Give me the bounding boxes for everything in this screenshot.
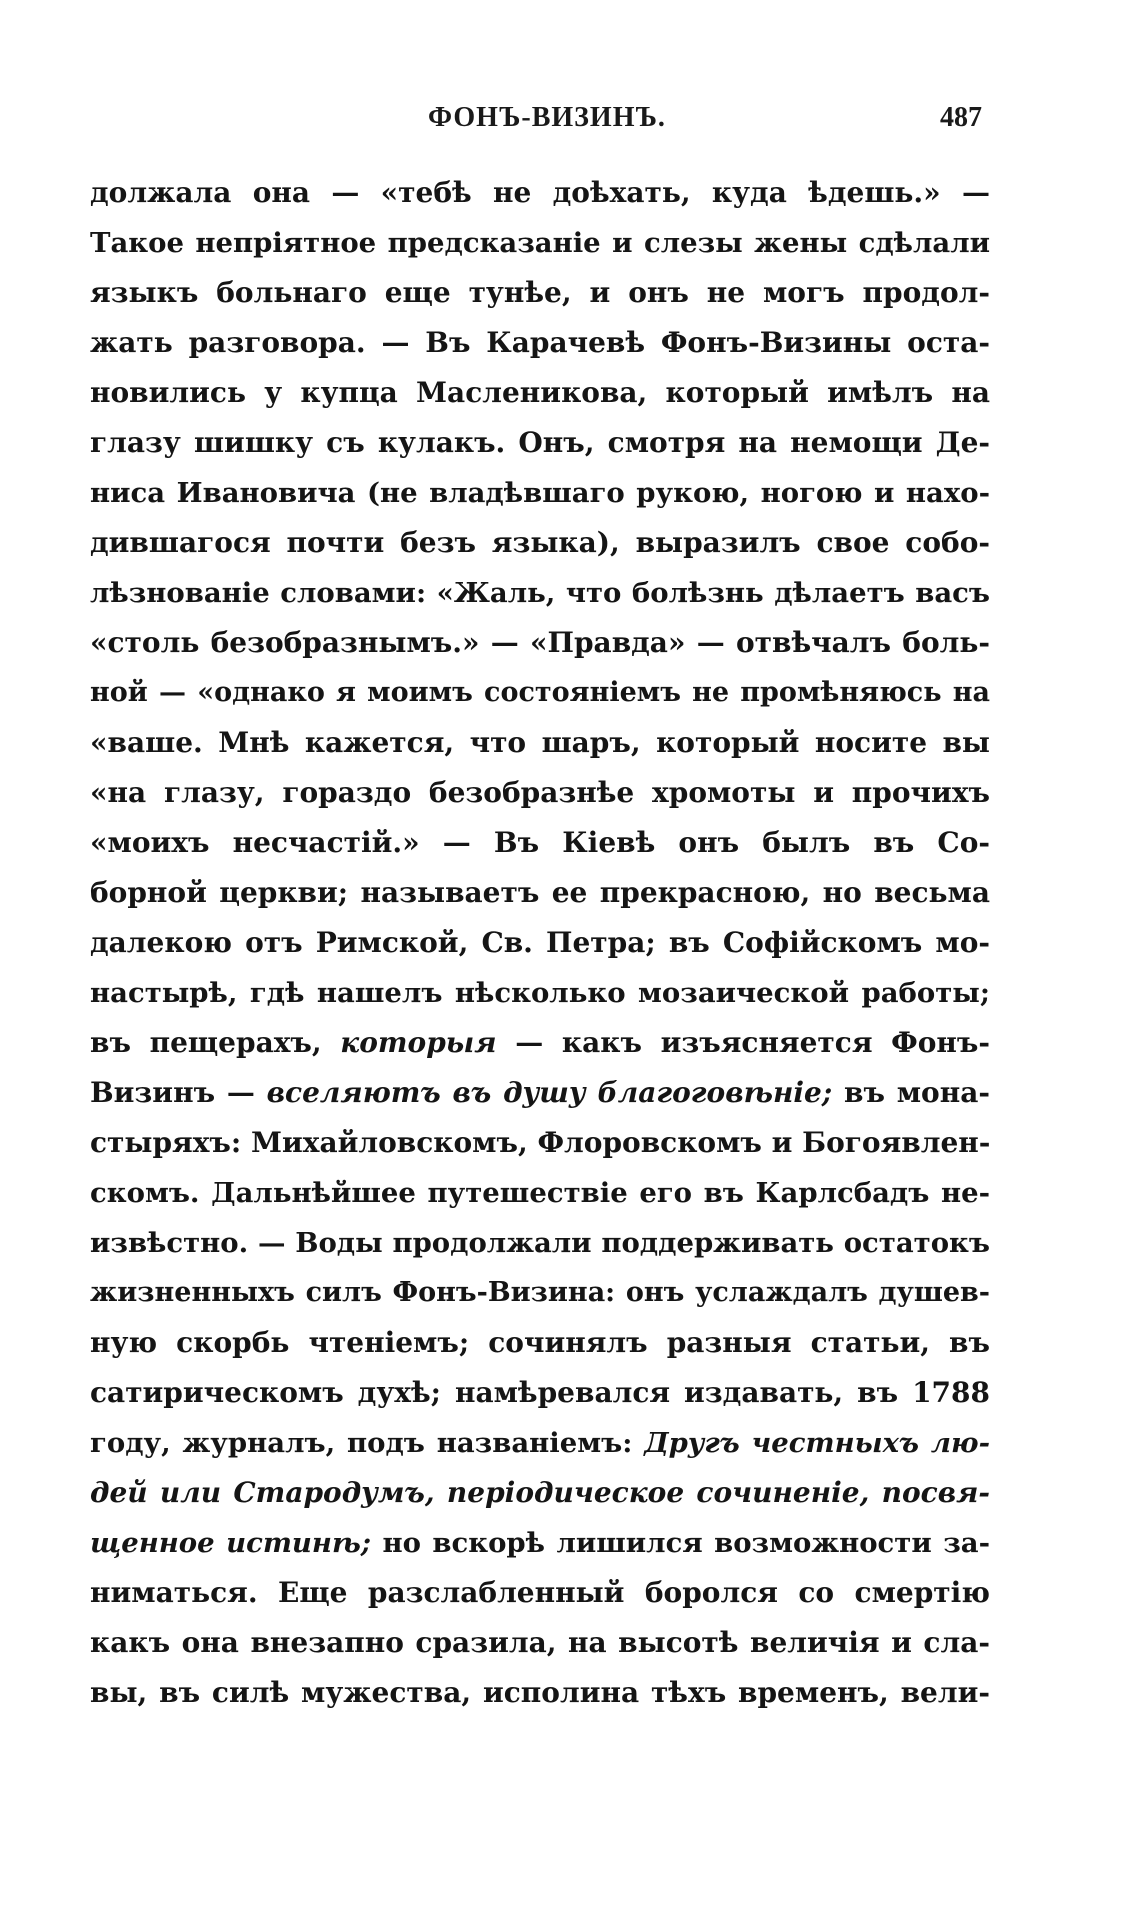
text-line — [90, 468, 990, 518]
text-line — [90, 818, 990, 868]
text-line — [90, 1318, 990, 1368]
text-line — [90, 618, 990, 668]
text-line — [90, 1118, 990, 1168]
text-segment: — какъ изъясняется Фонъ- — [496, 1026, 990, 1059]
text-segment: вы, въ силѣ мужества, исполина тѣхъ временъ, вели- — [90, 1676, 990, 1709]
text-line — [90, 368, 990, 418]
text-line — [90, 1368, 990, 1418]
text-segment: сатирическомъ духѣ; намѣревался издавать, въ 1788 — [90, 1376, 990, 1409]
text-segment: борной церкви; называетъ ее прекрасною, но весьма — [90, 876, 990, 909]
text-line — [90, 1468, 990, 1518]
text-segment: лѣзнованіе словами: «Жаль, что болѣзнь дѣлаетъ васъ — [90, 577, 990, 609]
italic-text: которыя — [340, 1026, 497, 1059]
text-line — [90, 1068, 990, 1118]
text-segment: въ мона- — [832, 1076, 990, 1109]
text-segment: но вскорѣ лишился возможности за- — [370, 1527, 990, 1559]
text-segment: «столь безобразнымъ.» — «Правда» — отвѣчалъ боль- — [90, 626, 990, 659]
page-header — [0, 102, 1140, 142]
text-segment: языкъ больнаго еще тунѣе, и онъ не могъ продол- — [90, 276, 990, 309]
italic-text: Другъ честныхъ лю- — [644, 1427, 990, 1459]
text-line — [90, 1518, 990, 1568]
text-line — [90, 968, 990, 1018]
text-segment: ниматься. Еще разслабленный боролся со смертію — [90, 1576, 990, 1609]
text-line — [90, 768, 990, 818]
text-line — [90, 1568, 990, 1618]
running-title: ФОНЪ-ВИЗИНЪ. — [428, 102, 666, 133]
text-segment: жать разговора. — Въ Карачевѣ Фонъ-Визины оста- — [90, 326, 990, 359]
text-line — [90, 1268, 990, 1318]
text-segment: въ пещерахъ, — [90, 1026, 341, 1059]
text-line — [90, 1168, 990, 1218]
text-line — [90, 918, 990, 968]
body-text — [90, 168, 990, 1718]
italic-text: дей или Стародумъ, періодическое сочиненіе, посвя- — [90, 1476, 990, 1509]
text-segment: должала она — «тебѣ не доѣхать, куда ѣдешь.» — — [90, 176, 990, 209]
text-segment: «на глазу, гораздо безобразнѣе хромоты и прочихъ — [90, 776, 990, 809]
text-segment: ную скорбь чтеніемъ; сочинялъ разныя статьи, въ — [90, 1326, 990, 1359]
text-segment: какъ она внезапно сразила, на высотѣ величія и сла- — [90, 1626, 990, 1659]
text-line — [90, 1218, 990, 1268]
text-line — [90, 418, 990, 468]
text-segment: скомъ. Дальнѣйшее путешествіе его въ Карлсбадъ не- — [90, 1177, 990, 1209]
text-segment: «ваше. Мнѣ кажется, что шаръ, который носите вы — [90, 726, 990, 759]
text-line — [90, 868, 990, 918]
text-segment: Визинъ — — [90, 1076, 267, 1109]
text-line — [90, 668, 990, 718]
text-segment: извѣстно. — Воды продолжали поддерживать остатокъ — [90, 1227, 990, 1259]
text-segment: «моихъ несчастій.» — Въ Кіевѣ онъ былъ въ Со- — [90, 826, 990, 859]
text-line — [90, 1668, 990, 1718]
text-line — [90, 718, 990, 768]
text-line — [90, 318, 990, 368]
text-segment: ниса Ивановича (не владѣвшаго рукою, ногою и нахо- — [90, 477, 990, 509]
text-line — [90, 268, 990, 318]
text-line — [90, 1018, 990, 1068]
text-segment: новились у купца Масленикова, который имѣлъ на — [90, 376, 990, 409]
text-segment: глазу шишку съ кулакъ. Онъ, смотря на немощи Де- — [90, 426, 990, 459]
text-segment: настырѣ, гдѣ нашелъ нѣсколько мозаической работы; — [90, 977, 990, 1009]
text-line — [90, 218, 990, 268]
text-line — [90, 518, 990, 568]
text-segment: далекою отъ Римской, Св. Петра; въ Софійскомъ мо- — [90, 926, 990, 959]
text-segment: стыряхъ: Михайловскомъ, Флоровскомъ и Богоявлен- — [90, 1126, 990, 1159]
page-number: 487 — [940, 102, 982, 133]
text-segment: Такое непріятное предсказаніе и слезы жены сдѣлали — [90, 227, 990, 259]
text-segment: дившагося почти безъ языка), выразилъ свое собо- — [90, 526, 990, 559]
text-line — [90, 168, 990, 218]
text-line — [90, 568, 990, 618]
text-line — [90, 1618, 990, 1668]
text-line — [90, 1418, 990, 1468]
italic-text: вселяютъ въ душу благоговѣніе; — [266, 1076, 833, 1109]
italic-text: щенное истинѣ; — [90, 1527, 371, 1559]
text-segment: жизненныхъ силъ Фонъ-Визина: онъ услаждалъ душев- — [90, 1277, 990, 1308]
text-segment: году, журналъ, подъ названіемъ: — [90, 1427, 645, 1459]
text-segment: ной — «однако я моимъ состояніемъ не промѣняюсь на — [90, 677, 990, 708]
